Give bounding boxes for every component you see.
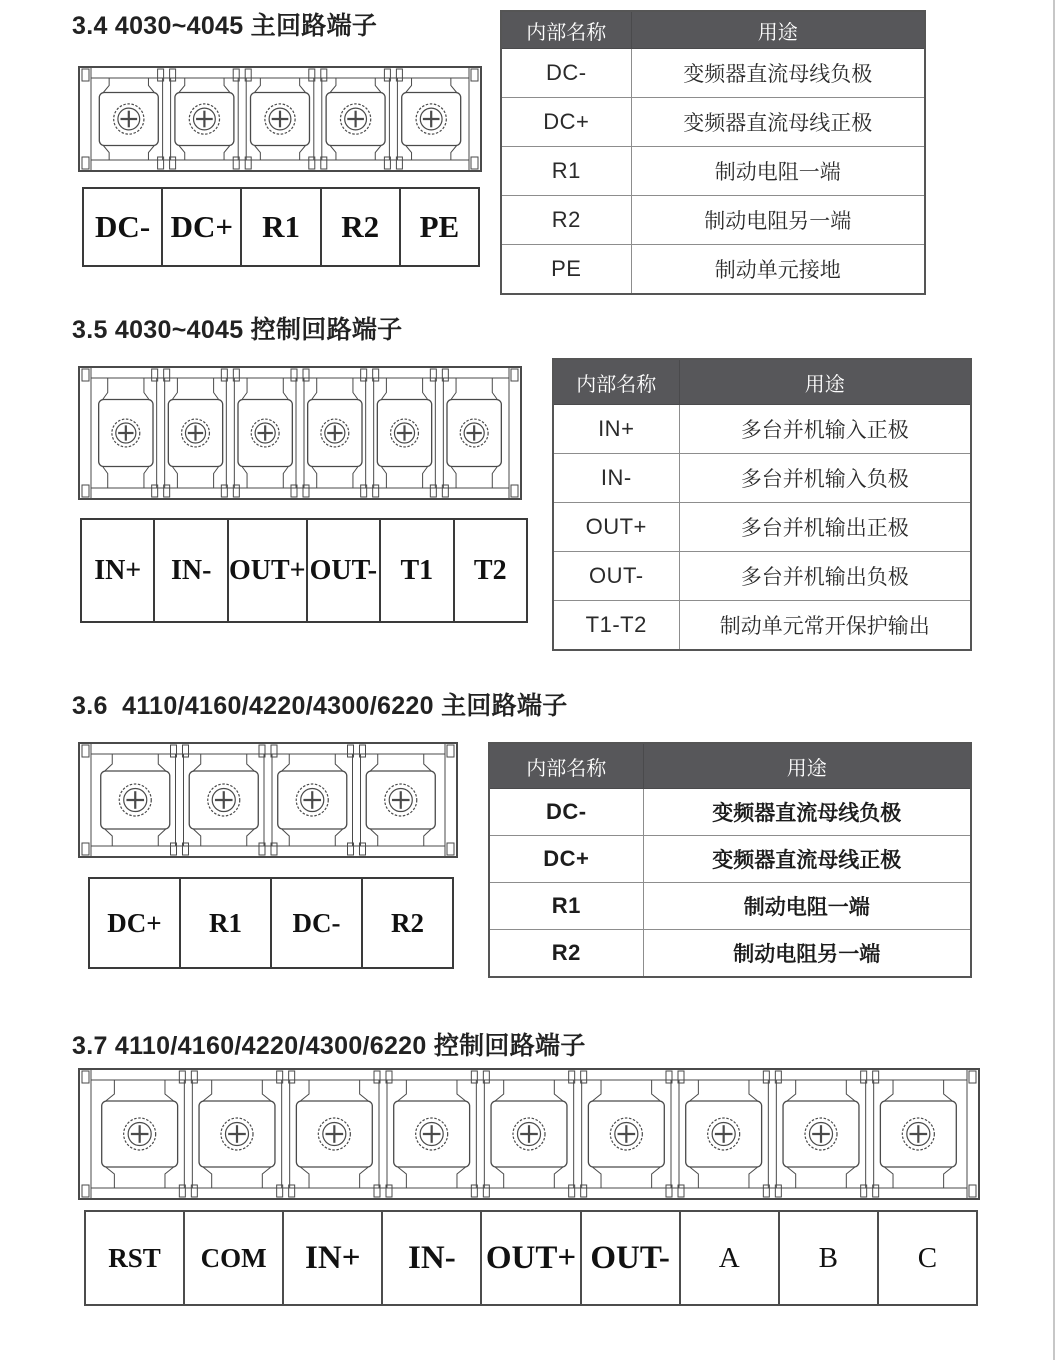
table-row — [489, 836, 971, 883]
terminal-label: OUT+ — [229, 520, 308, 621]
terminal-name-cell: PE — [501, 245, 631, 295]
terminal-table-3-5 — [552, 358, 972, 651]
table-row — [553, 552, 971, 601]
table-row — [501, 245, 925, 295]
purpose-cell: 变频器直流母线负极 — [631, 49, 925, 98]
terminal-label: OUT+ — [482, 1212, 581, 1304]
terminal-name-cell: R1 — [489, 883, 643, 930]
terminal-name-cell: IN+ — [553, 405, 679, 454]
purpose-cell: 制动单元常开保护输出 — [679, 601, 971, 651]
terminal-screw-icon — [221, 1118, 253, 1150]
table-row — [553, 601, 971, 651]
terminal-name-cell: IN- — [553, 454, 679, 503]
terminal-name-cell: R2 — [501, 196, 631, 245]
terminal-label: PE — [419, 209, 460, 244]
table-row — [489, 930, 971, 978]
terminal-label-strip-3-6 — [88, 877, 454, 969]
column-header: 用途 — [679, 359, 971, 405]
table-row — [553, 503, 971, 552]
terminal-name-cell: DC+ — [501, 98, 631, 147]
terminal-block-diagram-3-7 — [78, 1068, 980, 1200]
table-row — [501, 196, 925, 245]
column-header: 内部名称 — [489, 743, 643, 789]
terminal-screw-icon — [318, 1118, 350, 1150]
table-row — [501, 98, 925, 147]
terminal-screw-icon — [124, 1118, 156, 1150]
terminal-label: IN+ — [82, 520, 155, 621]
purpose-cell: 变频器直流母线负极 — [643, 789, 971, 836]
terminal-name-cell: DC- — [489, 789, 643, 836]
column-header: 内部名称 — [501, 11, 631, 49]
terminal-screw-icon — [708, 1118, 740, 1150]
terminal-label: OUT- — [582, 1212, 681, 1304]
terminal-table-3-6 — [488, 742, 972, 978]
section-3-6-heading: 3.6 4110/4160/4220/4300/6220 主回路端子 — [72, 692, 568, 720]
terminal-screw-icon — [902, 1118, 934, 1150]
terminal-label: DC- — [272, 879, 363, 967]
column-header: 用途 — [631, 11, 925, 49]
section-3-5-heading: 3.5 4030~4045 控制回路端子 — [72, 316, 403, 344]
terminal-label: R2 — [322, 189, 401, 265]
terminal-block-diagram-3-5 — [78, 366, 522, 500]
terminal-label: OUT- — [308, 520, 381, 621]
terminal-screw-icon — [610, 1118, 642, 1150]
purpose-cell: 多台并机输入正极 — [679, 405, 971, 454]
table-header-row — [501, 11, 925, 49]
terminal-screw-icon — [416, 1118, 448, 1150]
terminal-label: IN+ — [284, 1212, 383, 1304]
terminal-name-cell: T1-T2 — [553, 601, 679, 651]
terminal-label: R1 — [242, 189, 321, 265]
terminal-label: RST — [86, 1212, 185, 1304]
purpose-cell: 制动单元接地 — [631, 245, 925, 295]
terminal-name-cell: OUT- — [553, 552, 679, 601]
purpose-cell: 变频器直流母线正极 — [631, 98, 925, 147]
terminal-screw-icon — [296, 784, 328, 816]
terminal-block-diagram-3-4 — [78, 66, 482, 172]
terminal-label: R2 — [391, 907, 424, 938]
terminal-label-strip-3-7 — [84, 1210, 978, 1306]
table-header-row — [489, 743, 971, 789]
page-edge-line — [1053, 0, 1055, 1360]
table-row — [501, 49, 925, 98]
purpose-cell: 多台并机输出正极 — [679, 503, 971, 552]
terminal-screw-icon — [385, 784, 417, 816]
terminal-name-cell: DC- — [501, 49, 631, 98]
table-header-row — [553, 359, 971, 405]
terminal-label: A — [681, 1212, 780, 1304]
terminal-name-cell: DC+ — [489, 836, 643, 883]
table-row — [489, 883, 971, 930]
purpose-cell: 制动电阻另一端 — [631, 196, 925, 245]
terminal-screw-icon — [119, 784, 151, 816]
terminal-label: DC- — [84, 189, 163, 265]
terminal-label: R1 — [181, 879, 272, 967]
terminal-label: C — [917, 1241, 938, 1274]
terminal-label: T1 — [381, 520, 454, 621]
terminal-label: COM — [185, 1212, 284, 1304]
table-row — [553, 454, 971, 503]
terminal-label: B — [780, 1212, 879, 1304]
terminal-label: IN- — [155, 520, 228, 621]
purpose-cell: 变频器直流母线正极 — [643, 836, 971, 883]
terminal-screw-icon — [513, 1118, 545, 1150]
terminal-name-cell: OUT+ — [553, 503, 679, 552]
terminal-screw-icon — [805, 1118, 837, 1150]
table-row — [501, 147, 925, 196]
terminal-label: T2 — [473, 554, 507, 586]
terminal-label: DC+ — [163, 189, 242, 265]
column-header: 用途 — [643, 743, 971, 789]
section-3-7-heading: 3.7 4110/4160/4220/4300/6220 控制回路端子 — [72, 1032, 586, 1060]
terminal-name-cell: R2 — [489, 930, 643, 978]
column-header: 内部名称 — [553, 359, 679, 405]
terminal-label: IN- — [383, 1212, 482, 1304]
purpose-cell: 制动电阻另一端 — [643, 930, 971, 978]
terminal-table-3-4 — [500, 10, 926, 295]
terminal-screw-icon — [208, 784, 240, 816]
terminal-label-strip-3-4 — [82, 187, 480, 267]
terminal-name-cell: R1 — [501, 147, 631, 196]
terminal-label-strip-3-5 — [80, 518, 528, 623]
terminal-label: DC+ — [90, 879, 181, 967]
purpose-cell: 制动电阻一端 — [643, 883, 971, 930]
purpose-cell: 多台并机输出负极 — [679, 552, 971, 601]
purpose-cell: 制动电阻一端 — [631, 147, 925, 196]
table-row — [489, 789, 971, 836]
table-row — [553, 405, 971, 454]
purpose-cell: 多台并机输入负极 — [679, 454, 971, 503]
terminal-block-diagram-3-6 — [78, 742, 458, 858]
section-3-4-heading: 3.4 4030~4045 主回路端子 — [72, 12, 378, 40]
